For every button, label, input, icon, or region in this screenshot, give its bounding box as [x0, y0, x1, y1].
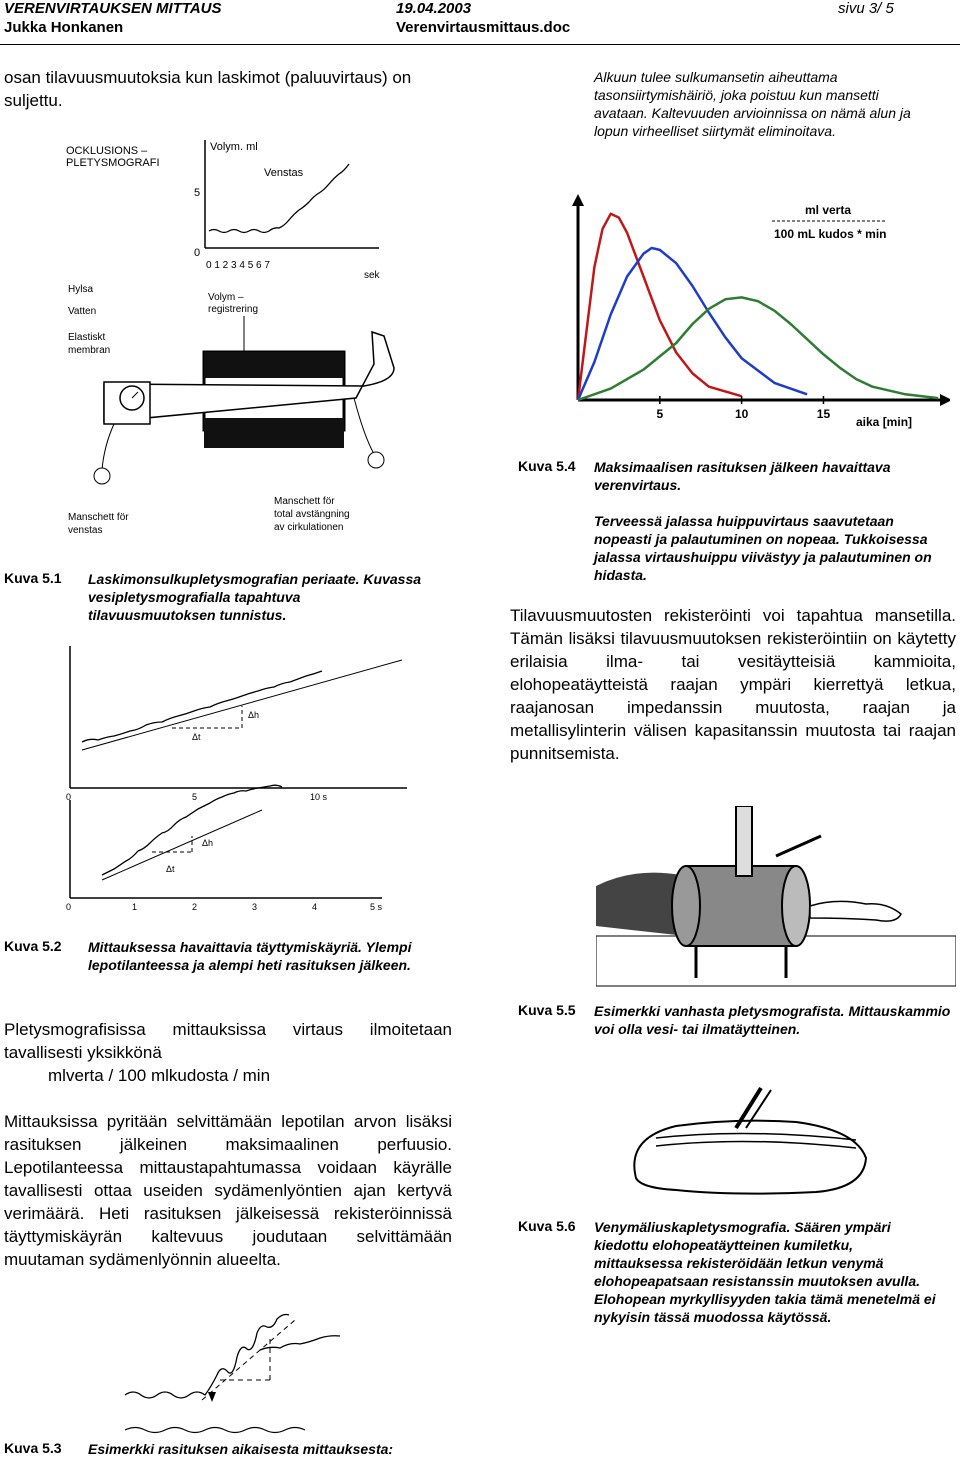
fig51-manschett2a: Manschett för	[274, 496, 335, 507]
fig52-caption-text: Mittauksessa havaittavia täyttymiskäyriä. Ylempi lepotilanteessa ja alempi heti rasituksen jälkeen.	[88, 939, 412, 973]
figure-5-3-exercise-measurement	[120, 1290, 460, 1440]
fig51-caption-label: Kuva 5.1	[4, 570, 62, 586]
flow-note: Terveessä jalassa huippuvirtaus saavutetaan nopeasti ja palautuminen on nopeaa. Tukkoisessa jalassa virtaushuippu viivästyy ja palautuminen on hidasta.	[594, 513, 932, 583]
fig52-lower-tick-4: 4	[312, 902, 318, 912]
fig52-lower-tick-5: 5 s	[370, 902, 383, 912]
chart-x-tick-label-1: 10	[734, 407, 749, 421]
fig51-title2: PLETYSMOGRAFI	[66, 157, 160, 169]
para-registration: Tilavuusmuutosten rekisteröinti voi tapahtua mansetilla. Tämän lisäksi tilavuusmuutoksen rekisteröintiin on käytetty erilaisia ilma- tai vesitäytteisiä kammioita, elohopeatäytteistä raajan ympäri kierrettyä letkua, raajanosan impedanssin muutosta, raajan ja metallisylinterin välisen kapasitanssin muutosta tai raajan punnitsemista.	[510, 606, 956, 763]
fig52-dt-upper: Δt	[192, 732, 201, 742]
fig52-upper-tick-1: 5	[192, 792, 198, 802]
fig52-lower-tick-2: 2	[192, 902, 198, 912]
chart-unit-bottom: 100 mL kudos * min	[774, 227, 887, 241]
fig55-caption-text: Esimerkki vanhasta pletysmografista. Mittauskammio voi olla vesi- tai ilmatäytteinen.	[594, 1003, 951, 1037]
fig51-manschett1b: venstas	[68, 525, 103, 536]
fig51-manschett1a: Manschett för	[68, 512, 129, 523]
figure-5-6-strain-gauge	[616, 1078, 886, 1200]
fig51-sek: sek	[364, 270, 380, 281]
chart-x-arrow	[940, 394, 950, 406]
header-rule	[0, 44, 960, 45]
chart-series-0-line	[578, 214, 742, 400]
doc-title: VERENVIRTAUKSEN MITTAUS	[4, 0, 222, 17]
fig56-caption-text: Venymäliuskapletysmografia. Säären ympäri kiedottu elohopeatäytteinen kumiletku, mittauksessa rekisteröidään letkun venymä elohopeapatsaan resistanssin muutoksen avulla. Elohopean myrkyllisyyden takia tämä menetelmä ei nykyisin tässä muodossa käytössä.	[594, 1219, 936, 1325]
chart-series-2-line	[578, 297, 938, 400]
fig52-dh-lower: Δh	[202, 838, 214, 848]
flow-unit: mlverta / 100 mlkudosta / min	[48, 1066, 271, 1085]
fig51-vatten: Vatten	[68, 306, 97, 317]
fig54-caption-label: Kuva 5.4	[518, 458, 576, 474]
fig54-caption-text: Maksimaalisen rasituksen jälkeen havaittava verenvirtaus.	[594, 459, 891, 493]
fig51-volym: Volym. ml	[210, 141, 258, 153]
fig56-caption-label: Kuva 5.6	[518, 1218, 576, 1234]
svg-text:0 1 2 3 4 5 6 7: 0 1 2 3 4 5 6 7	[206, 260, 270, 271]
figure-5-4-flow-chart	[560, 190, 950, 440]
continuation-text: osan tilavuusmuutoksia kun laskimot (paluuvirtaus) on suljettu.	[4, 68, 412, 110]
fig55-caption-label: Kuva 5.5	[518, 1002, 576, 1018]
figure-5-2-filling-curves	[62, 640, 442, 915]
fig51-volymreg2: registrering	[208, 304, 259, 315]
fig51-elastiskt1: Elastiskt	[68, 332, 106, 343]
fig53-caption-text: Esimerkki rasituksen aikaisesta mittauksesta:	[88, 1441, 394, 1457]
chart-y-arrow	[572, 194, 584, 206]
header-date: 19.04.2003	[396, 0, 472, 17]
fig51-hylsa: Hylsa	[68, 284, 94, 295]
figure-5-5-old-plethysmograph	[596, 806, 956, 988]
fig53-caption-label: Kuva 5.3	[4, 1440, 62, 1456]
fig51-y5: 5	[194, 187, 201, 199]
para-unit-intro: Pletysmografisissa mittauksissa virtaus ilmoitetaan tavallisesti yksikkönä	[4, 1020, 452, 1062]
chart-x-label: aika [min]	[856, 415, 913, 429]
page-number: sivu 3/ 5	[838, 0, 894, 17]
figure-5-1-occlusion-plethysmograph	[64, 136, 400, 546]
fig52-lower-tick-0: 0	[66, 902, 72, 912]
fig51-venstas: Venstas	[264, 167, 304, 179]
fig52-dh-upper: Δh	[248, 710, 260, 720]
fig52-lower-tick-3: 3	[252, 902, 258, 912]
fig51-elastiskt2: membran	[68, 345, 111, 356]
fig51-manschett2b: total avstängning	[274, 509, 350, 520]
fig51-title1: OCKLUSIONS –	[66, 145, 148, 157]
fig52-upper-tick-0: 0	[66, 792, 72, 802]
fig51-volymreg1: Volym –	[208, 292, 244, 303]
author: Jukka Honkanen	[4, 19, 124, 36]
para-measurement: Mittauksissa pyritään selvittämään lepotilan arvon lisäksi rasituksen jälkeinen maksimaalinen perfuusio. Lepotilanteessa mittaustapahtumassa voidaan käyrälle tavallisesti ottaa useiden sydämenlyöntien ajan kertyvä verimäärä. Heti rasituksen jälkeisessä rekisteröinnissä täyttymiskäyrän kaltevuus joudutaan selvittämään muutaman sydämenlyönnin alueelta.	[4, 1112, 452, 1269]
fig52-dt-lower: Δt	[166, 864, 175, 874]
fig52-lower-tick-1: 1	[132, 902, 138, 912]
chart-unit-top: ml verta	[805, 203, 852, 217]
fig52-upper-tick-2: 10 s	[310, 792, 328, 802]
file-name: Verenvirtausmittaus.doc	[396, 19, 571, 36]
right-intro: Alkuun tulee sulkumansetin aiheuttama tasonsiirtymishäiriö, joka poistuu kun mansetti avataan. Kaltevuuden arvioinnissa on nämä alun ja lopun virheelliset siirtymät eliminoitava.	[594, 69, 911, 139]
fig51-manschett2c: av cirkulationen	[274, 522, 344, 533]
chart-x-tick-label-0: 5	[656, 407, 664, 421]
fig52-caption-label: Kuva 5.2	[4, 938, 62, 954]
fig51-caption-text: Laskimonsulkupletysmografian periaate. Kuvassa vesipletysmografialla tapahtuva tilavuusmuutoksen tunnistus.	[88, 571, 422, 623]
fig51-y0: 0	[194, 247, 201, 259]
chart-x-tick-label-2: 15	[816, 407, 831, 421]
